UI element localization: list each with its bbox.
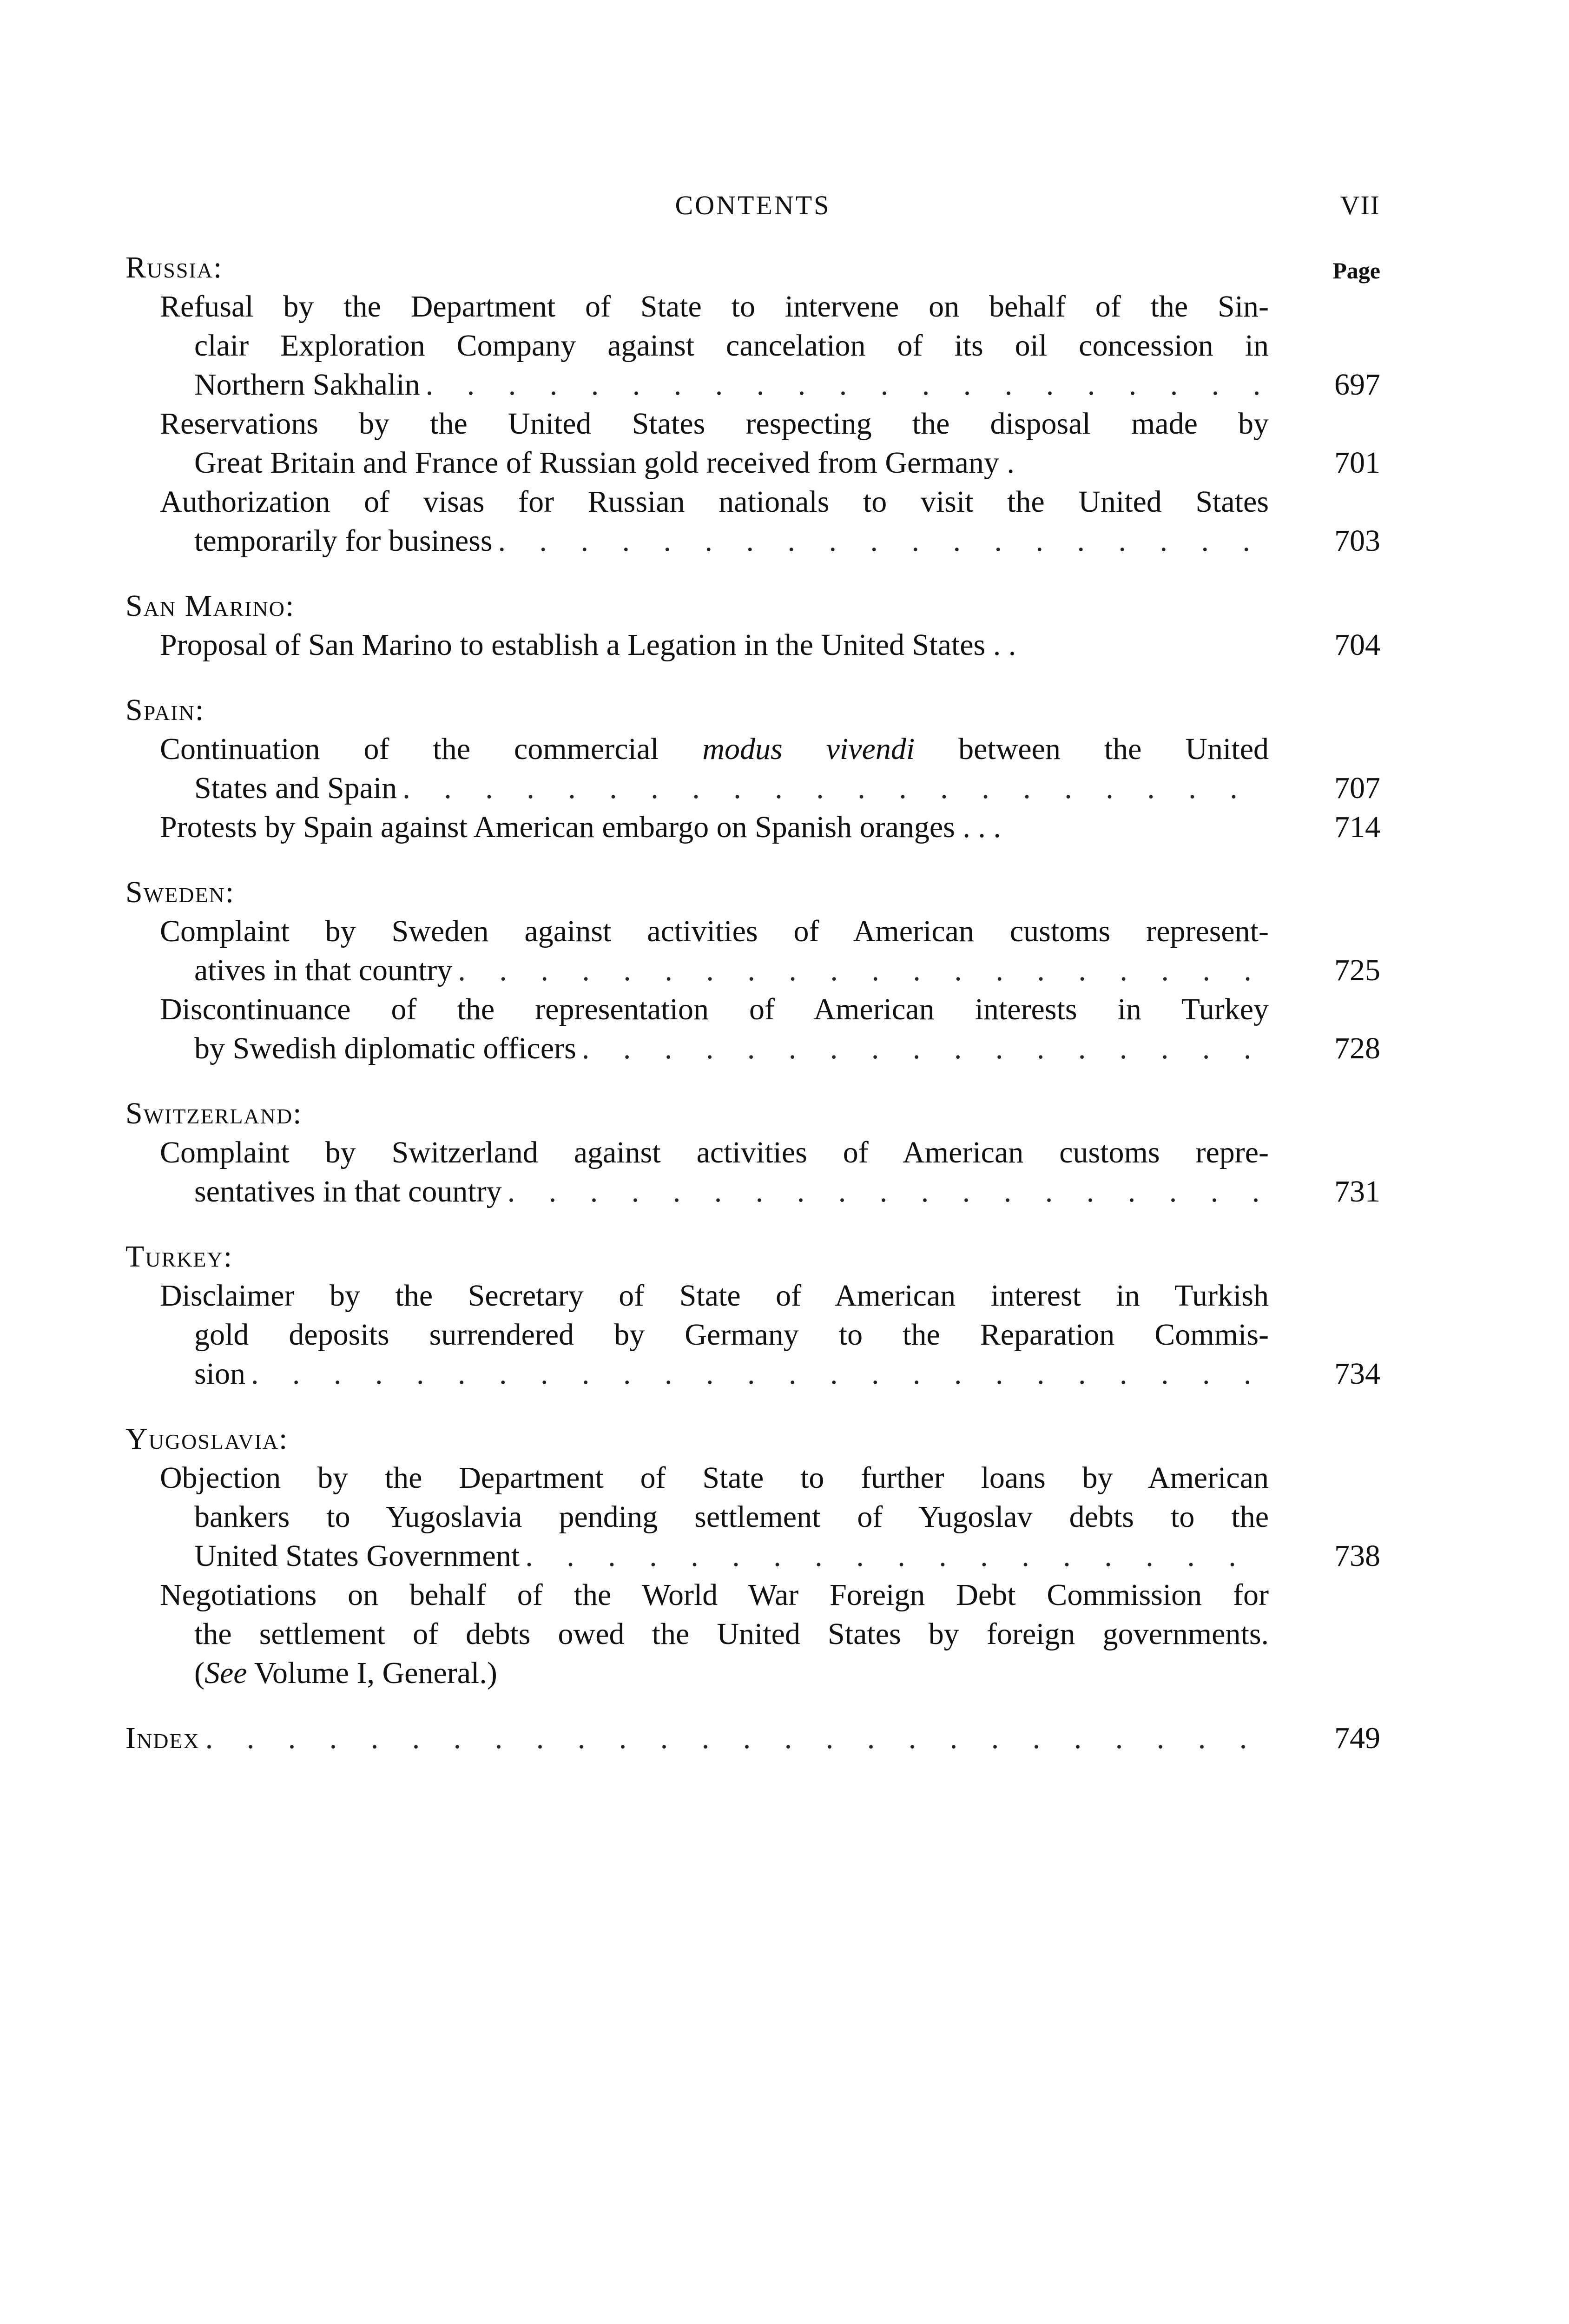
entry-line: Complaint by Switzerland against activities of American customs repre-: [160, 1136, 1269, 1169]
page-number: 731: [1334, 1175, 1380, 1208]
section-heading: Switzerland:: [125, 1096, 303, 1130]
page-number: 725: [1334, 953, 1380, 987]
entry-last-line: [160, 1172, 1269, 1211]
page-number: 714: [1334, 810, 1380, 844]
section-heading-row: [125, 691, 1380, 730]
section-heading: Turkey:: [125, 1240, 233, 1274]
entry-last-line: [125, 1719, 1269, 1758]
leader-dots: [498, 522, 1269, 561]
entry-last-line: [160, 1537, 1269, 1576]
entry-last-line: [160, 1354, 1269, 1393]
page-number: 728: [1334, 1031, 1380, 1065]
section-switzerland: [125, 1094, 1380, 1211]
toc-entry-index[interactable]: [125, 1719, 1380, 1758]
entry-last-line: [160, 1029, 1269, 1068]
toc-entry[interactable]: [125, 482, 1380, 561]
entry-line-italic: modus vivendi: [702, 732, 915, 766]
entry-line: atives in that country: [194, 953, 453, 987]
entry-line: sentatives in that country: [194, 1175, 502, 1208]
entry-last-line: [160, 769, 1269, 808]
page-column-label: Page: [1332, 257, 1380, 284]
page-title: CONTENTS: [675, 190, 831, 220]
leader-dots: [426, 365, 1269, 404]
section-heading: San Marino:: [125, 589, 295, 623]
leader-dots: [458, 951, 1269, 990]
entry-line: United States Government: [194, 1539, 520, 1573]
toc-entry[interactable]: [125, 1576, 1380, 1693]
entry-line: Objection by the Department of State to further loans by American: [160, 1461, 1269, 1495]
page-number: 734: [1334, 1357, 1380, 1391]
entry-line-text: between the United: [915, 732, 1269, 766]
leader-dots: [205, 1719, 1269, 1758]
entry-line: sion: [194, 1357, 246, 1391]
section-heading: Russia:: [125, 251, 223, 284]
section-turkey: [125, 1237, 1380, 1393]
toc-entry[interactable]: [125, 1276, 1380, 1393]
see-italic: See: [204, 1656, 247, 1690]
toc-entry[interactable]: [125, 1459, 1380, 1576]
entry-line: Proposal of San Marino to establish a Legation in the United States . .: [160, 628, 1016, 662]
entry-line: Reservations by the United States respecting the disposal made by: [160, 407, 1269, 441]
entry-line: States and Spain: [194, 771, 397, 805]
page-number: 707: [1334, 771, 1380, 805]
section-sweden: [125, 873, 1380, 1068]
toc-entry[interactable]: [125, 912, 1380, 990]
entry-last-line: [160, 365, 1269, 404]
entry-last-line: [160, 808, 1269, 847]
leader-dots: [508, 1172, 1269, 1211]
entry-line: clair Exploration Company against cancelation of its oil concession in: [194, 329, 1269, 363]
section-heading: Yugoslavia:: [125, 1422, 289, 1456]
page-header: [125, 186, 1380, 225]
entry-line: Negotiations on behalf of the World War Foreign Debt Commission for: [160, 1578, 1269, 1612]
leader-dots: [525, 1537, 1269, 1576]
contents-page: [125, 186, 1380, 1758]
entry-line: Great Britain and France of Russian gold received from Germany .: [194, 446, 1015, 480]
leader-dots: [402, 769, 1269, 808]
section-russia: [125, 248, 1380, 561]
page-number: 703: [1334, 524, 1380, 558]
section-heading: Spain:: [125, 693, 205, 727]
entry-last-line: [160, 951, 1269, 990]
toc-entry[interactable]: [125, 808, 1380, 847]
toc-entry[interactable]: [125, 990, 1380, 1068]
section-heading-row: [125, 248, 1380, 287]
section-yugoslavia: [125, 1419, 1380, 1693]
section-spain: [125, 691, 1380, 847]
entry-line: Discontinuance of the representation of American interests in Turkey: [160, 992, 1269, 1026]
entry-line-text: Continuation of the commercial: [160, 732, 703, 766]
section-heading-row: [125, 1094, 1380, 1133]
entry-line: [160, 730, 1269, 769]
entry-line: Refusal by the Department of State to intervene on behalf of the Sin-: [160, 290, 1269, 324]
page-number: 704: [1334, 628, 1380, 662]
entry-line: Authorization of visas for Russian nationals to visit the United States: [160, 485, 1269, 519]
index-label: Index: [125, 1721, 200, 1755]
entry-line: Protests by Spain against American embargo on Spanish oranges . . .: [160, 810, 1001, 844]
section-heading: Sweden:: [125, 875, 235, 909]
leader-dots: [582, 1029, 1269, 1068]
entry-line: Disclaimer by the Secretary of State of American interest in Turkish: [160, 1279, 1269, 1313]
entry-last-line: [160, 443, 1269, 482]
page-number: 749: [1334, 1721, 1380, 1755]
entry-see-reference: (See Volume I, General.): [194, 1656, 497, 1690]
toc-entry[interactable]: [125, 626, 1380, 665]
section-heading-row: [125, 1419, 1380, 1459]
entry-last-line: [160, 522, 1269, 561]
section-heading-row: [125, 873, 1380, 912]
see-reference-text: Volume I, General.): [247, 1656, 497, 1690]
toc-entry[interactable]: [125, 404, 1380, 482]
entry-line: temporarily for business: [194, 524, 493, 558]
entry-last-line: [160, 626, 1269, 665]
section-heading-row: [125, 1237, 1380, 1276]
entry-line: gold deposits surrendered by Germany to the Reparation Commis-: [194, 1318, 1269, 1352]
toc-entry[interactable]: [125, 730, 1380, 808]
leader-dots: [251, 1354, 1269, 1393]
page-number: 697: [1334, 368, 1380, 402]
page-number-roman: VII: [1340, 190, 1380, 220]
toc-entry[interactable]: [125, 1133, 1380, 1211]
entry-line: Northern Sakhalin: [194, 368, 420, 402]
section-san-marino: [125, 587, 1380, 665]
toc-entry[interactable]: [125, 287, 1380, 404]
entry-line: bankers to Yugoslavia pending settlement of Yugoslav debts to the: [194, 1500, 1269, 1534]
section-heading-row: [125, 587, 1380, 626]
page-number: 701: [1334, 446, 1380, 480]
entry-line: Complaint by Sweden against activities of American customs represent-: [160, 914, 1269, 948]
entry-line: the settlement of debts owed the United States by foreign governments.: [194, 1617, 1269, 1651]
page-number: 738: [1334, 1539, 1380, 1573]
entry-line: by Swedish diplomatic officers: [194, 1031, 576, 1065]
